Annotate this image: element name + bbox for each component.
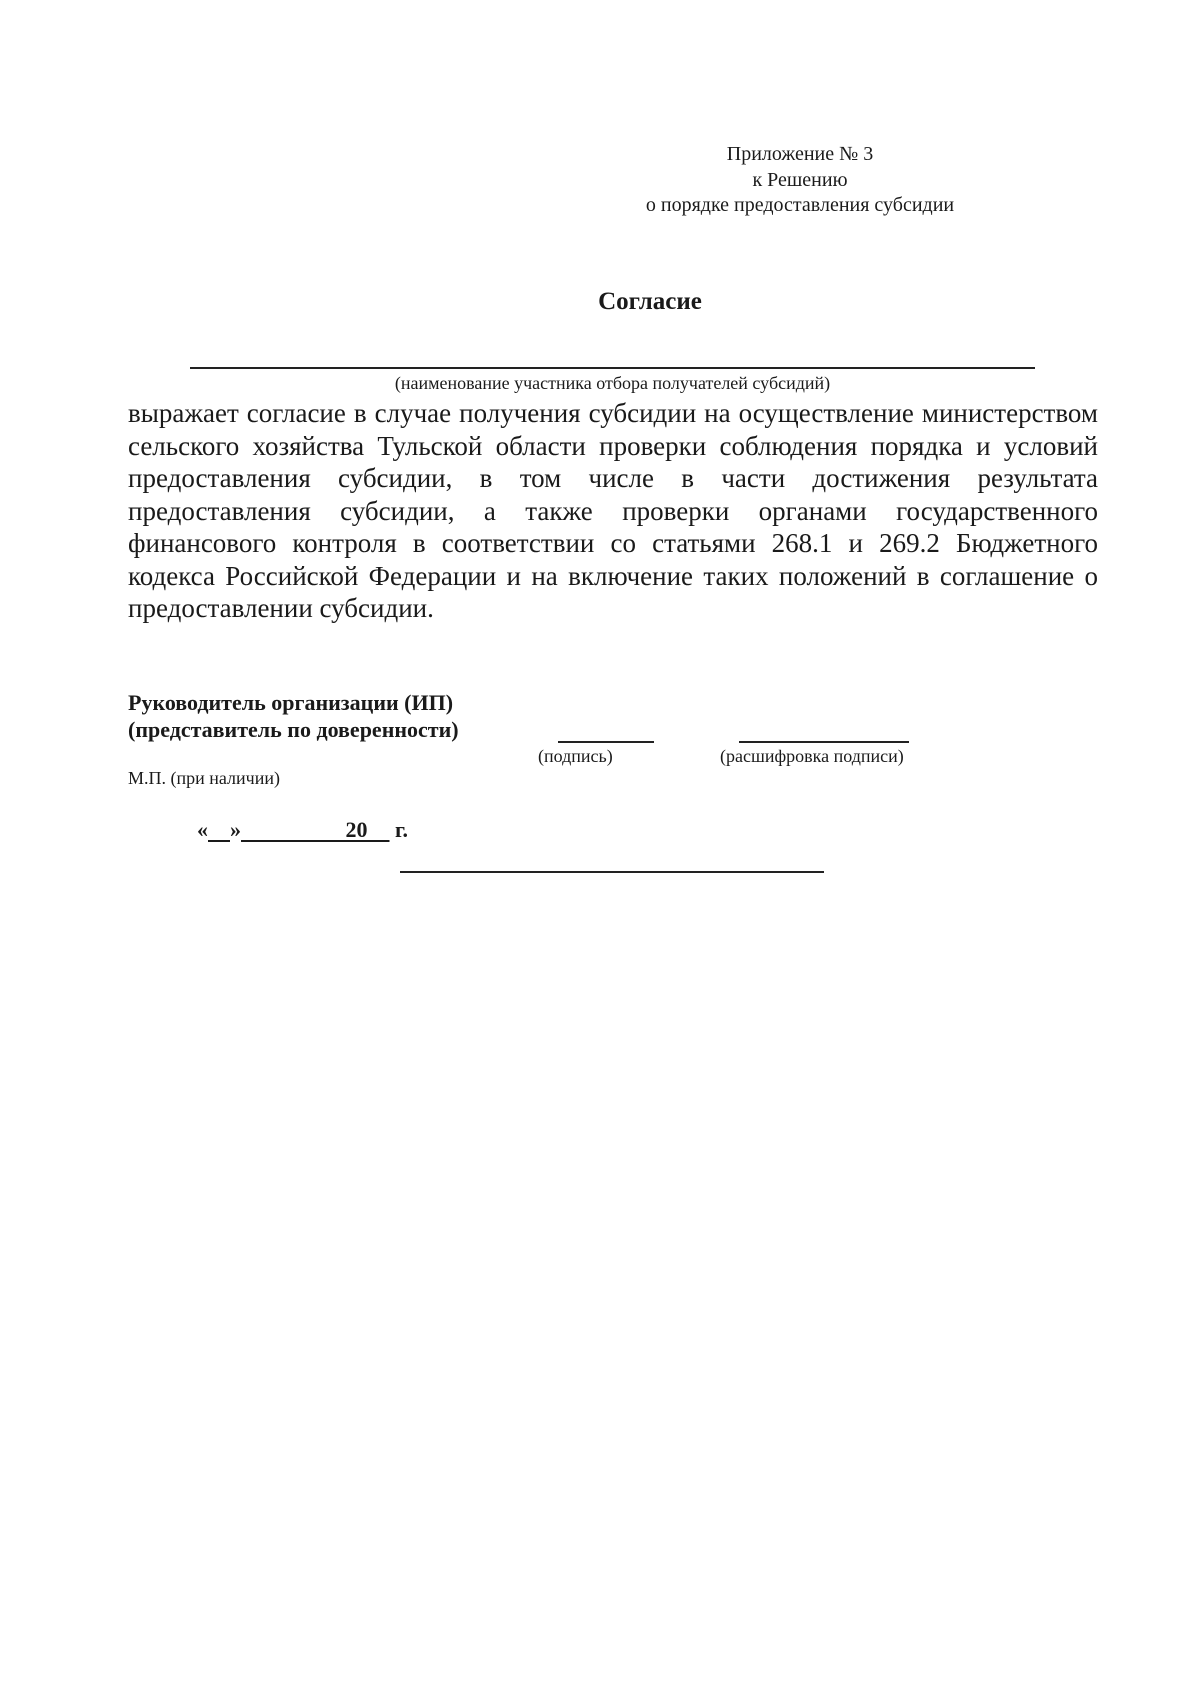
date-month-blank [241, 817, 346, 842]
signature-decode-line [739, 741, 909, 743]
date-field [197, 817, 408, 843]
date-year-suffix: г. [395, 817, 409, 842]
signature-decode-caption: (расшифровка подписи) [720, 746, 904, 766]
annex-number: Приложение № 3 [726, 143, 874, 165]
signatory-subtitle: (представитель по доверенности) [128, 717, 459, 742]
signatory-title: Руководитель организации (ИП) [128, 690, 454, 715]
signature-line [558, 741, 654, 743]
document-title: Согласие [598, 288, 702, 315]
date-open-quote: « [197, 817, 208, 842]
annex-subject: о порядке предоставления субсидии [645, 194, 955, 216]
participant-name-line [190, 367, 1035, 369]
date-year-prefix: 20 [345, 817, 368, 842]
stamp-note: М.П. (при наличии) [128, 768, 280, 788]
participant-name-caption: (наименование участника отбора получателей субсидий) [394, 373, 831, 393]
date-year-blank [368, 817, 390, 842]
annex-decision-ref: к Решению [752, 169, 848, 191]
consent-body-text: выражает согласие в случае получения субсидии на осуществление министерством сельского хозяйства Тульской области проверки соблюдения порядка и условий предоставления субсидии, в том числе в части достижения результата предоставления субсидии, а также проверки органами государственного финансового контроля в соответствии со статьями 268.1 и 269.2 Бюджетного кодекса Российской Федерации и на включение таких положений в соглашение о предоставлении субсидии. [128, 398, 1098, 623]
bottom-line [400, 871, 824, 873]
date-close-quote: » [230, 817, 241, 842]
date-day-blank [208, 817, 230, 842]
signature-caption: (подпись) [538, 746, 613, 766]
